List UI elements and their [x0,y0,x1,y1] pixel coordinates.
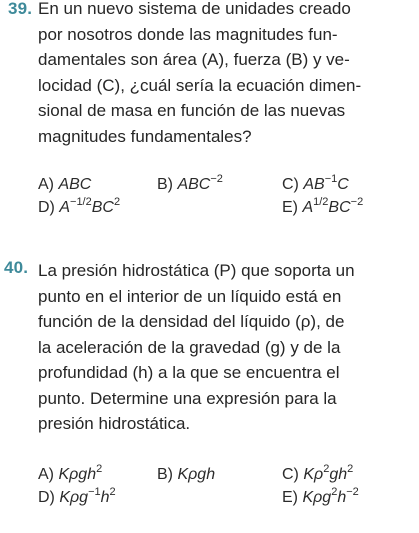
problem-statement [38,258,400,437]
statement-line: sional de masa en función de las nuevas [38,101,346,120]
option-a[interactable]: A) Kρgh$^2$ [38,462,103,483]
statement-line: punto. Determine una expresión para la [38,388,337,408]
option-b[interactable]: B) $ABC^{-2}$ [157,172,223,193]
statement-line: magnitudes fundamentales? [38,126,252,146]
statement-line: locidad (C), ¿cuál sería la ecuación dimen- [38,75,362,95]
problem-number: 39. [8,0,33,18]
statement-line: la aceleración de la gravedad (g) y de la [38,337,341,357]
option-a[interactable]: A) ABC [38,176,92,193]
option-b[interactable]: B) Kρgh [157,466,216,483]
option-d[interactable]: D) $A^{-1/2}BC^2$ [38,195,121,216]
statement-line: por nosotros donde las magnitudes fun- [38,24,338,44]
statement-line: En un nuevo sistema de unidades creado [38,0,351,18]
option-c[interactable]: C) $K\rho^2gh^2$ [282,462,354,483]
option-c[interactable]: C) $AB^{-1}C$ [282,172,349,193]
statement-line: función de la densidad del líquido (ρ), de [38,312,345,331]
statement-line: punto en el interior de un líquido está en [38,286,342,306]
statement-line: damentales son área (A), fuerza (B) y ve- [38,50,350,69]
statement-line: La presión hidrostática (P) que soporta un [38,261,355,280]
option-d[interactable]: D) $K\rho g^{-1}h^2$ [38,485,116,506]
problem-statement [38,0,400,149]
statement-line: presión hidrostática. [38,414,191,433]
option-e[interactable]: E) $A^{1/2}BC^{-2}$ [282,195,364,216]
problem-number: 40. [4,258,29,277]
statement-line: profundidad (h) a la que se encuentra el [38,363,340,382]
option-e[interactable]: E) $K\rho g^2h^{-2}$ [282,485,359,506]
